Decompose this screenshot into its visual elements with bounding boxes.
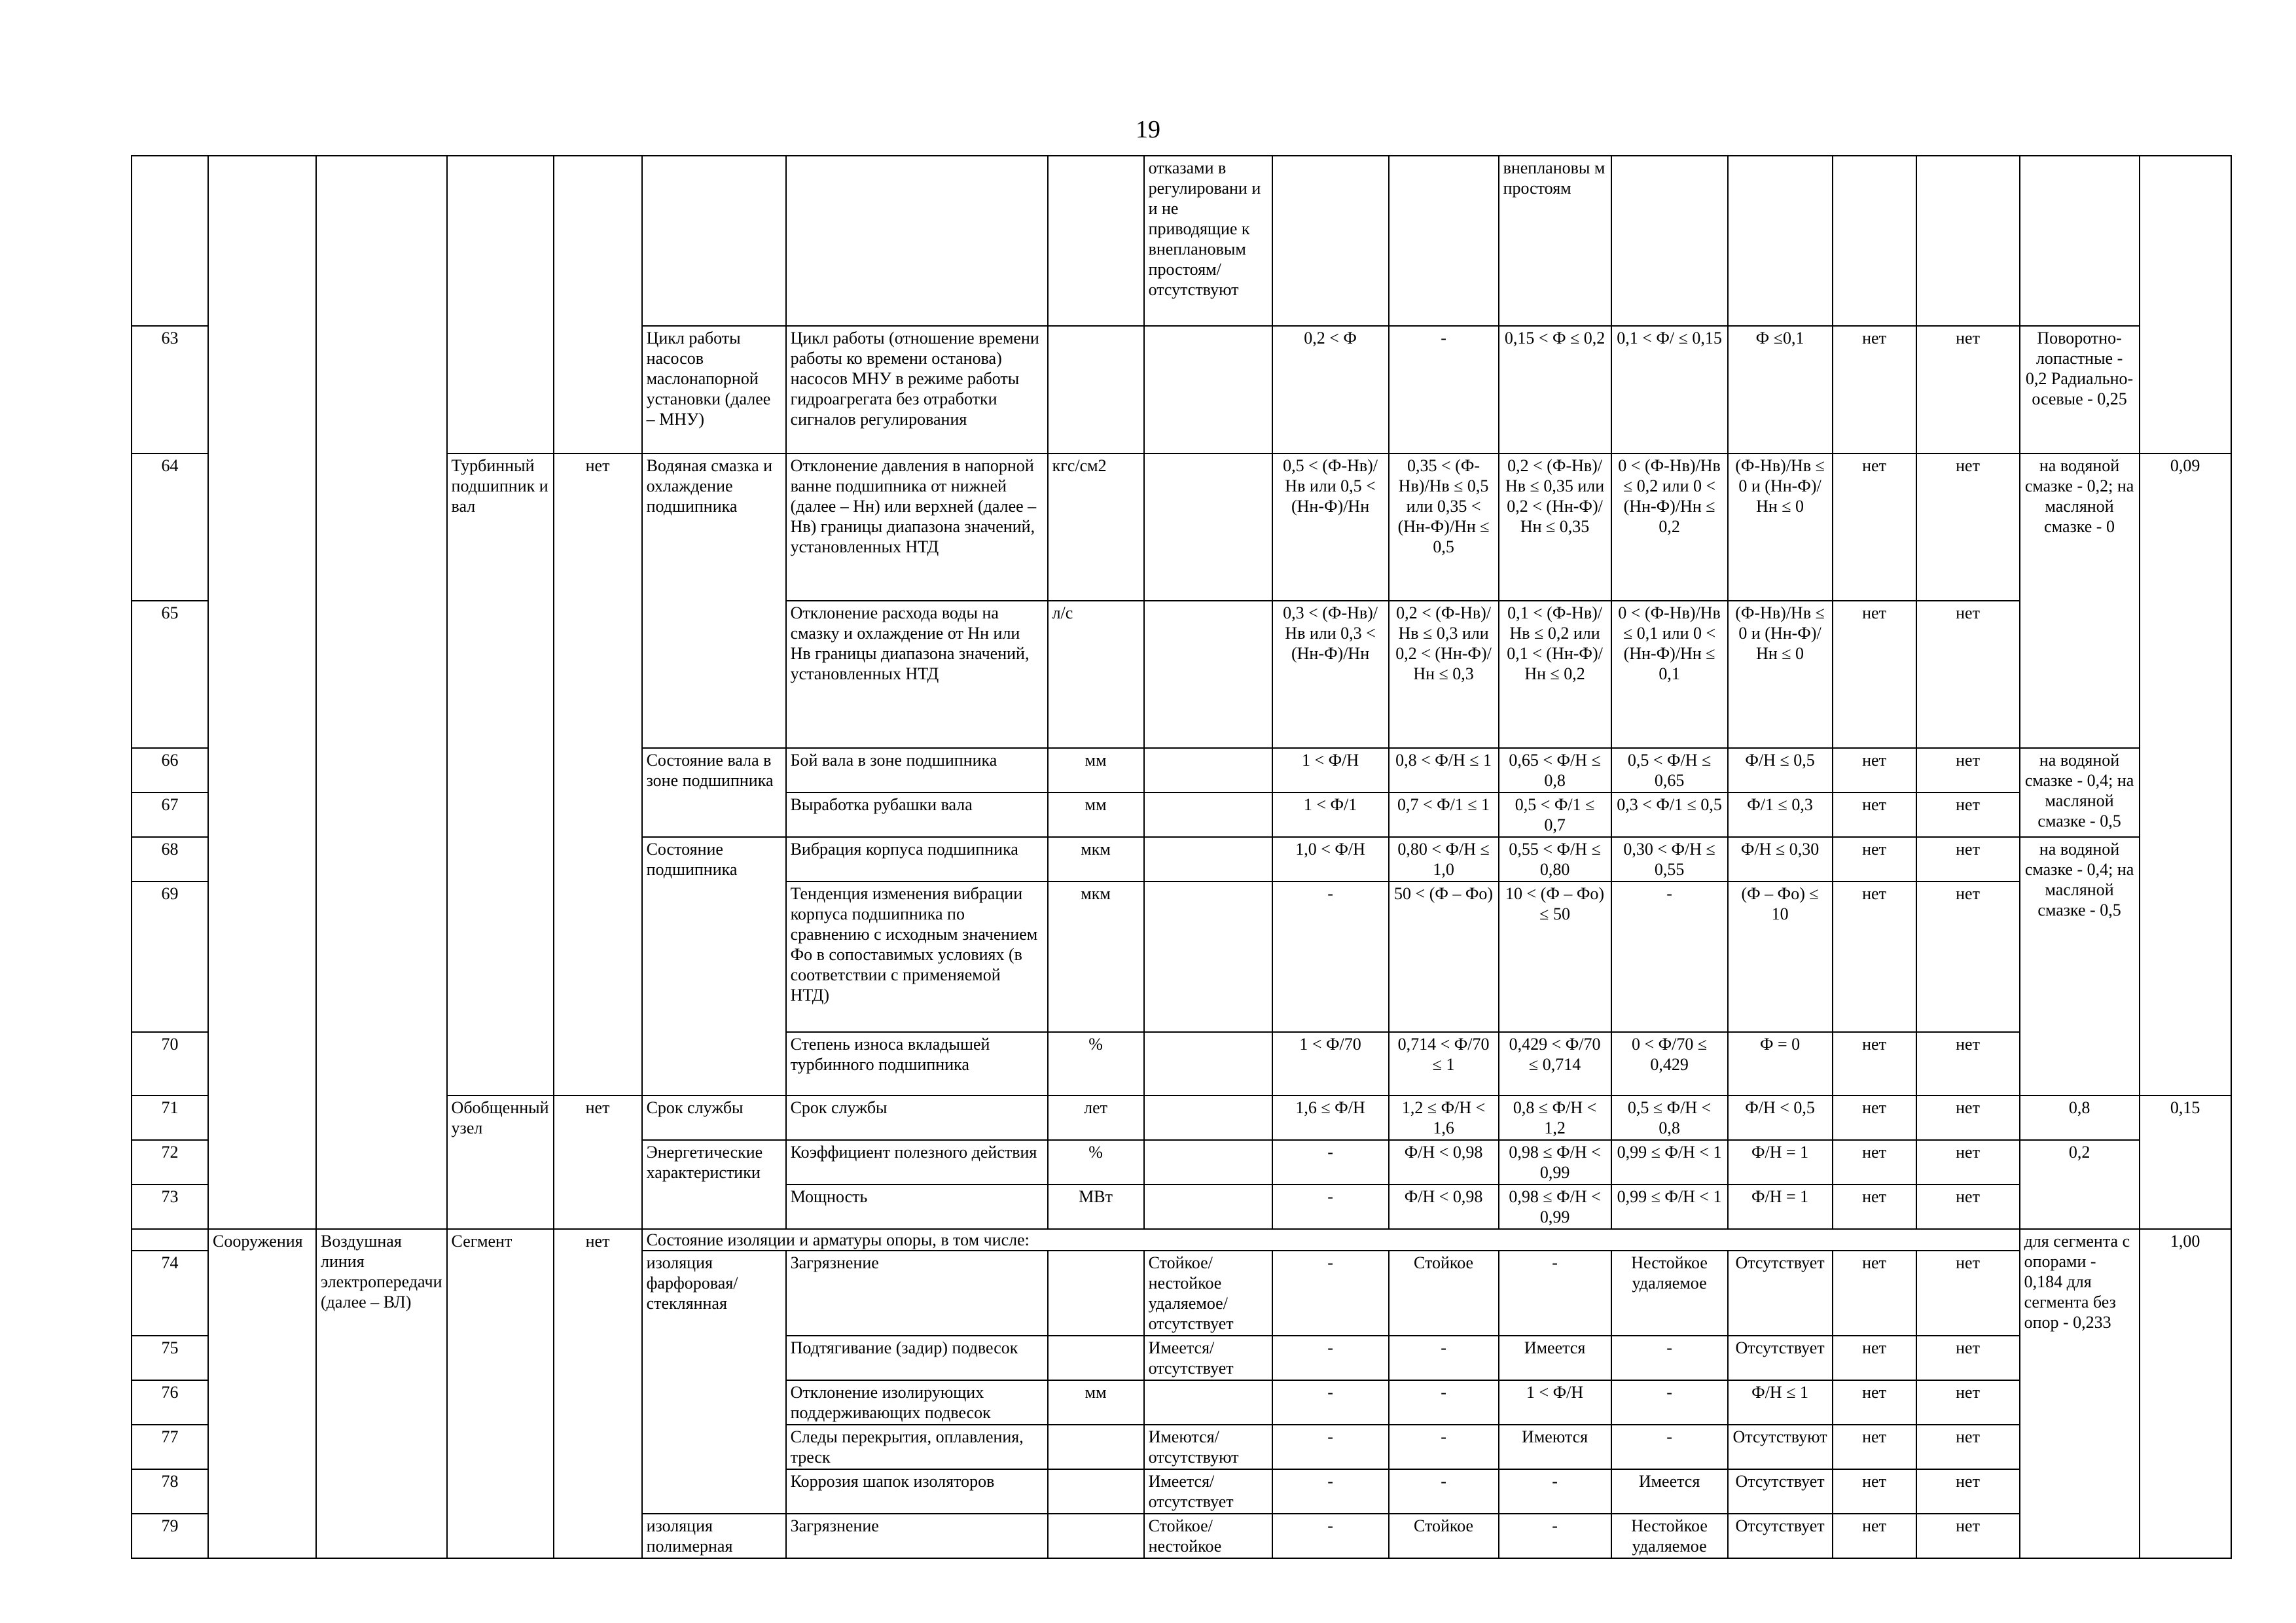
table-cell: 0,5 < (Ф-Нв)/Нв или 0,5 < (Нн-Ф)/Нн xyxy=(1272,454,1389,601)
table-cell: нет xyxy=(1833,748,1916,793)
table-cell: нет xyxy=(554,1096,642,1229)
table-cell: 0,35 < (Ф-Нв)/Нв ≤ 0,5 или 0,35 < (Нн-Ф)/Нн ≤ 0,5 xyxy=(1389,454,1499,601)
table-cell: 0,98 ≤ Ф/Н < 0,99 xyxy=(1499,1185,1611,1229)
table-cell: Отсутствует xyxy=(1728,1469,1833,1514)
table-cell: Ф/Н ≤ 0,30 xyxy=(1728,837,1833,882)
table-cell: Воздушная линия электропередачи (далее – ВЛ) xyxy=(316,1229,447,1558)
row-number: 65 xyxy=(132,601,208,748)
table-cell: изоляция фарфоровая/стеклянная xyxy=(642,1251,786,1514)
table-cell: 1 < Ф/70 xyxy=(1272,1032,1389,1096)
table-cell: нет xyxy=(1833,1425,1916,1469)
row-number: 64 xyxy=(132,454,208,601)
table-cell: нет xyxy=(1833,1336,1916,1380)
table-cell xyxy=(1144,1380,1272,1425)
table-cell: 0,2 < (Ф-Нв)/Нв ≤ 0,35 или 0,2 < (Нн-Ф)/Нн ≤ 0,35 xyxy=(1499,454,1611,601)
table-cell: 0,1 < Ф/ ≤ 0,15 xyxy=(1611,326,1728,454)
table-cell: 0,2 < (Ф-Нв)/Нв ≤ 0,3 или 0,2 < (Нн-Ф)/Нн ≤ 0,3 xyxy=(1389,601,1499,748)
table-cell xyxy=(316,156,447,1229)
table-cell: Стойкое xyxy=(1389,1251,1499,1336)
table-cell: мкм xyxy=(1048,882,1144,1032)
table-cell: - xyxy=(1389,1380,1499,1425)
table-cell: Нестойкое удаляемое xyxy=(1611,1514,1728,1558)
table-cell: МВт xyxy=(1048,1185,1144,1229)
table-cell: Ф/Н < 0,5 xyxy=(1728,1096,1833,1140)
table-cell: Имеется xyxy=(1499,1336,1611,1380)
row-number: 63 xyxy=(132,326,208,454)
table-cell: Стойкое xyxy=(1389,1514,1499,1558)
table-cell xyxy=(1048,326,1144,454)
table-cell: нет xyxy=(1916,454,2020,601)
table-cell: Цикл работы (отношение времени работы ко времени останова) насосов МНУ в режиме работы гидроагрегата без отработки сигналов регулирования xyxy=(786,326,1048,454)
table-cell: нет xyxy=(1916,1380,2020,1425)
table-cell xyxy=(1048,1514,1144,1558)
table-cell xyxy=(1144,837,1272,882)
table-cell: внеплановы м простоям xyxy=(1499,156,1611,326)
row-number: 66 xyxy=(132,748,208,793)
table-cell: 1,0 < Ф/Н xyxy=(1272,837,1389,882)
table-cell: нет xyxy=(1833,454,1916,601)
table-cell: - xyxy=(1272,1251,1389,1336)
table-cell: нет xyxy=(1833,1251,1916,1336)
table-cell: Ф/Н ≤ 1 xyxy=(1728,1380,1833,1425)
table-cell: - xyxy=(1611,1336,1728,1380)
row-number: 75 xyxy=(132,1336,208,1380)
table-cell: 1 < Ф/1 xyxy=(1272,793,1389,837)
table-cell: - xyxy=(1389,326,1499,454)
table-cell: - xyxy=(1611,1380,1728,1425)
row-number: 76 xyxy=(132,1380,208,1425)
table-cell: 0,80 < Ф/Н ≤ 1,0 xyxy=(1389,837,1499,882)
table-row xyxy=(132,156,2231,326)
table-cell: нет xyxy=(1833,1380,1916,1425)
table-cell xyxy=(1728,156,1833,326)
table-cell: Ф = 0 xyxy=(1728,1032,1833,1096)
table-cell: 0,98 ≤ Ф/Н < 0,99 xyxy=(1499,1140,1611,1185)
table-cell: Имеется/ отсутствует xyxy=(1144,1469,1272,1514)
table-cell: 0,429 < Ф/70 ≤ 0,714 xyxy=(1499,1032,1611,1096)
table-cell: нет xyxy=(1833,837,1916,882)
table-cell: - xyxy=(1611,882,1728,1032)
table-cell: Нестойкое удаляемое xyxy=(1611,1251,1728,1336)
table-cell: нет xyxy=(1916,1096,2020,1140)
table-cell xyxy=(1144,793,1272,837)
table-cell: - xyxy=(1272,1336,1389,1380)
table-cell: 0,09 xyxy=(2140,454,2231,1096)
table-cell: нет xyxy=(1833,601,1916,748)
table-cell: лет xyxy=(1048,1096,1144,1140)
table-cell xyxy=(642,156,786,326)
table-cell: Состояние подшипника xyxy=(642,837,786,1096)
table-cell: Ф ≤0,1 xyxy=(1728,326,1833,454)
table-cell xyxy=(1048,156,1144,326)
table-cell xyxy=(1144,1032,1272,1096)
table-cell: 1,6 ≤ Ф/Н xyxy=(1272,1096,1389,1140)
table-cell xyxy=(1389,156,1499,326)
row-number: 72 xyxy=(132,1140,208,1185)
row-number: 69 xyxy=(132,882,208,1032)
table-cell: 0 < Ф/70 ≤ 0,429 xyxy=(1611,1032,1728,1096)
table-cell xyxy=(447,156,554,454)
table-cell: Имеется xyxy=(1611,1469,1728,1514)
table-cell: Отсутствует xyxy=(1728,1514,1833,1558)
table-cell: 0,2 xyxy=(2020,1140,2140,1229)
table-cell: Стойкое/ нестойкое xyxy=(1144,1514,1272,1558)
table-cell: Отклонение давления в напорной ванне подшипника от нижней (далее – Нн) или верхней (далее – Нв) границы диапазона значений, установленных НТД xyxy=(786,454,1048,601)
table-cell: Отсутствует xyxy=(1728,1251,1833,1336)
table-cell: нет xyxy=(1833,1469,1916,1514)
table-cell: нет xyxy=(554,1229,642,1558)
page-number: 19 xyxy=(1136,116,1160,143)
table-cell: Вибрация корпуса подшипника xyxy=(786,837,1048,882)
table-cell: Сегмент xyxy=(447,1229,554,1558)
table-cell: (Ф – Фо) ≤ 10 xyxy=(1728,882,1833,1032)
table-cell: Обобщенный узел xyxy=(447,1096,554,1229)
table-cell xyxy=(1144,601,1272,748)
table-cell: 0,5 < Ф/Н ≤ 0,65 xyxy=(1611,748,1728,793)
table-cell xyxy=(2140,156,2231,454)
table-cell: - xyxy=(1272,1185,1389,1229)
table-cell: нет xyxy=(1916,748,2020,793)
table-cell xyxy=(1833,156,1916,326)
table-cell: нет xyxy=(1916,1469,2020,1514)
table-cell: Выработка рубашки вала xyxy=(786,793,1048,837)
table-cell: Коэффициент полезного действия xyxy=(786,1140,1048,1185)
table-cell: Подтягивание (задир) подвесок xyxy=(786,1336,1048,1380)
table-cell xyxy=(554,156,642,454)
table-cell: 0,7 < Ф/1 ≤ 1 xyxy=(1389,793,1499,837)
table-cell: 0,15 xyxy=(2140,1096,2231,1229)
table-cell: на водяной смазке - 0,4; на масляной смазке - 0,5 xyxy=(2020,748,2140,837)
table-cell: 50 < (Ф – Фо) xyxy=(1389,882,1499,1032)
table-cell: нет xyxy=(1916,601,2020,748)
table-cell: нет xyxy=(1916,882,2020,1032)
table-cell: 0,5 < Ф/1 ≤ 0,7 xyxy=(1499,793,1611,837)
table-cell: Ф/Н < 0,98 xyxy=(1389,1140,1499,1185)
table-cell: - xyxy=(1272,882,1389,1032)
table-cell: Отсутствуют xyxy=(1728,1425,1833,1469)
table-cell: Отклонение изолирующих поддерживающих подвесок xyxy=(786,1380,1048,1425)
table-cell: % xyxy=(1048,1140,1144,1185)
table-cell xyxy=(1048,1425,1144,1469)
table-cell xyxy=(2020,156,2140,326)
table-cell: Ф/Н ≤ 0,5 xyxy=(1728,748,1833,793)
table-cell: л/с xyxy=(1048,601,1144,748)
table-cell: - xyxy=(1389,1425,1499,1469)
table-cell xyxy=(1048,1469,1144,1514)
table-cell: (Ф-Нв)/Нв ≤ 0 и (Нн-Ф)/Нн ≤ 0 xyxy=(1728,454,1833,601)
row-number: 78 xyxy=(132,1469,208,1514)
table-cell: мм xyxy=(1048,793,1144,837)
table-cell: нет xyxy=(1833,1514,1916,1558)
table-cell: Имеются/ отсутствуют xyxy=(1144,1425,1272,1469)
table-cell: кгс/см2 xyxy=(1048,454,1144,601)
row-number: 77 xyxy=(132,1425,208,1469)
table-cell: % xyxy=(1048,1032,1144,1096)
section-caption: Состояние изоляции и арматуры опоры, в том числе: xyxy=(642,1229,2020,1251)
table-cell: нет xyxy=(1833,1185,1916,1229)
table-cell: 0,1 < (Ф-Нв)/Нв ≤ 0,2 или 0,1 < (Нн-Ф)/Нн ≤ 0,2 xyxy=(1499,601,1611,748)
table-cell: Ф/1 ≤ 0,3 xyxy=(1728,793,1833,837)
table-cell: Ф/Н = 1 xyxy=(1728,1140,1833,1185)
table-cell: нет xyxy=(1833,882,1916,1032)
table-cell: - xyxy=(1389,1469,1499,1514)
table-cell: 0,55 < Ф/Н ≤ 0,80 xyxy=(1499,837,1611,882)
table-cell: Имеются xyxy=(1499,1425,1611,1469)
row-number: 67 xyxy=(132,793,208,837)
table-cell: Цикл работы насосов маслонапорной установки (далее – МНУ) xyxy=(642,326,786,454)
table-cell: Ф/Н < 0,98 xyxy=(1389,1185,1499,1229)
table-cell: Срок службы xyxy=(786,1096,1048,1140)
table-cell xyxy=(1144,326,1272,454)
table-cell: Коррозия шапок изоляторов xyxy=(786,1469,1048,1514)
table-cell: 0,30 < Ф/Н ≤ 0,55 xyxy=(1611,837,1728,882)
table-cell: Ф/Н = 1 xyxy=(1728,1185,1833,1229)
table-cell: нет xyxy=(1833,793,1916,837)
table-cell: Водяная смазка и охлаждение подшипника xyxy=(642,454,786,748)
row-number: 74 xyxy=(132,1251,208,1336)
table-cell: нет xyxy=(1916,1514,2020,1558)
table-cell: - xyxy=(1499,1514,1611,1558)
table-cell: изоляция полимерная xyxy=(642,1514,786,1558)
table-cell: нет xyxy=(1833,1032,1916,1096)
table-cell: Мощность xyxy=(786,1185,1048,1229)
table-cell: Срок службы xyxy=(642,1096,786,1140)
table-cell: 0,65 < Ф/Н ≤ 0,8 xyxy=(1499,748,1611,793)
table-cell: Отклонение расхода воды на смазку и охлаждение от Нн или Нв границы диапазона значений, установленных НТД xyxy=(786,601,1048,748)
table-cell xyxy=(1611,156,1728,326)
table-cell: 0 < (Ф-Нв)/Нв ≤ 0,2 или 0 < (Нн-Ф)/Нн ≤ 0,2 xyxy=(1611,454,1728,601)
table-cell xyxy=(132,156,208,326)
table-cell: - xyxy=(1389,1336,1499,1380)
table-cell: 1 < Ф/Н xyxy=(1499,1380,1611,1425)
table-cell: Загрязнение xyxy=(786,1514,1048,1558)
table-cell: (Ф-Нв)/Нв ≤ 0 и (Нн-Ф)/Нн ≤ 0 xyxy=(1728,601,1833,748)
table-cell: 0,8 < Ф/Н ≤ 1 xyxy=(1389,748,1499,793)
table-cell: мм xyxy=(1048,748,1144,793)
table-cell: 0,714 < Ф/70 ≤ 1 xyxy=(1389,1032,1499,1096)
table-cell: 10 < (Ф – Фо) ≤ 50 xyxy=(1499,882,1611,1032)
row-number: 68 xyxy=(132,837,208,882)
table-cell xyxy=(208,156,316,1229)
table-cell: 0 < (Ф-Нв)/Нв ≤ 0,1 или 0 < (Нн-Ф)/Нн ≤ 0,1 xyxy=(1611,601,1728,748)
table-cell: 1,2 ≤ Ф/Н < 1,6 xyxy=(1389,1096,1499,1140)
criteria-table xyxy=(131,155,2232,1559)
table-cell: отказами в регулировани и и не приводящие к внеплановым простоям/ отсутствуют xyxy=(1144,156,1272,326)
table-cell: нет xyxy=(1916,1251,2020,1336)
table-cell: 0,3 < (Ф-Нв)/Нв или 0,3 < (Нн-Ф)/Нн xyxy=(1272,601,1389,748)
table-row xyxy=(132,1096,2231,1140)
table-cell: - xyxy=(1499,1251,1611,1336)
table-cell: Состояние вала в зоне подшипника xyxy=(642,748,786,837)
table-cell: Степень износа вкладышей турбинного подшипника xyxy=(786,1032,1048,1096)
table-cell: нет xyxy=(1916,1185,2020,1229)
table-cell: 0,99 ≤ Ф/Н < 1 xyxy=(1611,1140,1728,1185)
table-cell: 0,3 < Ф/1 ≤ 0,5 xyxy=(1611,793,1728,837)
table-cell: нет xyxy=(1916,837,2020,882)
table-cell: нет xyxy=(1833,1096,1916,1140)
table-cell xyxy=(1144,1140,1272,1185)
table-cell: 0,99 ≤ Ф/Н < 1 xyxy=(1611,1185,1728,1229)
table-cell: нет xyxy=(554,454,642,1096)
table-cell: - xyxy=(1272,1514,1389,1558)
table-cell: Имеется/ отсутствует xyxy=(1144,1336,1272,1380)
table-cell: - xyxy=(1611,1425,1728,1469)
table-cell: нет xyxy=(1833,1140,1916,1185)
table-cell: нет xyxy=(1916,1425,2020,1469)
table-cell: нет xyxy=(1916,1140,2020,1185)
table-cell: Турбинный подшипник и вал xyxy=(447,454,554,1096)
table-cell: 0,8 xyxy=(2020,1096,2140,1140)
table-cell: 1 < Ф/Н xyxy=(1272,748,1389,793)
table-cell: для сегмента с опорами - 0,184 для сегмента без опор - 0,233 xyxy=(2020,1229,2140,1558)
table-row xyxy=(132,454,2231,601)
row-number: 79 xyxy=(132,1514,208,1558)
table-cell: Бой вала в зоне подшипника xyxy=(786,748,1048,793)
table-cell xyxy=(1916,156,2020,326)
table-cell: - xyxy=(1272,1425,1389,1469)
table-cell: нет xyxy=(1916,1336,2020,1380)
table-cell: 0,15 < Ф ≤ 0,2 xyxy=(1499,326,1611,454)
table-cell xyxy=(1144,882,1272,1032)
table-cell: 0,8 ≤ Ф/Н < 1,2 xyxy=(1499,1096,1611,1140)
table-cell xyxy=(1144,454,1272,601)
table-cell: нет xyxy=(1916,1032,2020,1096)
table-cell xyxy=(1048,1336,1144,1380)
table-cell: - xyxy=(1272,1140,1389,1185)
table-cell: Стойкое/ нестойкое удаляемое/ отсутствует xyxy=(1144,1251,1272,1336)
table-cell: - xyxy=(1272,1380,1389,1425)
table-cell: Следы перекрытия, оплавления, треск xyxy=(786,1425,1048,1469)
table-cell: Тенденция изменения вибрации корпуса подшипника по сравнению с исходным значением Фо в сопоставимых условиях (в соответствии с применяемой НТД) xyxy=(786,882,1048,1032)
table-cell: - xyxy=(1499,1469,1611,1514)
table-cell: 0,2 < Ф xyxy=(1272,326,1389,454)
row-number: 70 xyxy=(132,1032,208,1096)
table-cell xyxy=(1272,156,1389,326)
table-cell xyxy=(1048,1251,1144,1336)
table-cell: нет xyxy=(1833,326,1916,454)
table-cell: мм xyxy=(1048,1380,1144,1425)
table-cell: Энергетические характеристики xyxy=(642,1140,786,1229)
table-cell: Поворотно-лопастные - 0,2 Радиально-осевые - 0,25 xyxy=(2020,326,2140,454)
row-number: 73 xyxy=(132,1185,208,1229)
table-cell xyxy=(132,1229,208,1251)
table-cell xyxy=(1144,1185,1272,1229)
table-cell: 1,00 xyxy=(2140,1229,2231,1558)
table-cell: Загрязнение xyxy=(786,1251,1048,1336)
table-cell: мкм xyxy=(1048,837,1144,882)
table-cell: 0,5 ≤ Ф/Н < 0,8 xyxy=(1611,1096,1728,1140)
table-cell: нет xyxy=(1916,793,2020,837)
table-cell: Сооружения xyxy=(208,1229,316,1558)
table-cell xyxy=(786,156,1048,326)
table-cell: на водяной смазке - 0,2; на масляной смазке - 0 xyxy=(2020,454,2140,748)
table-cell: Отсутствует xyxy=(1728,1336,1833,1380)
table-cell: на водяной смазке - 0,4; на масляной смазке - 0,5 xyxy=(2020,837,2140,1096)
table-cell xyxy=(1144,1096,1272,1140)
table-cell xyxy=(1144,748,1272,793)
table-cell: нет xyxy=(1916,326,2020,454)
table-cell: - xyxy=(1272,1469,1389,1514)
row-number: 71 xyxy=(132,1096,208,1140)
table-row xyxy=(132,1229,2231,1251)
